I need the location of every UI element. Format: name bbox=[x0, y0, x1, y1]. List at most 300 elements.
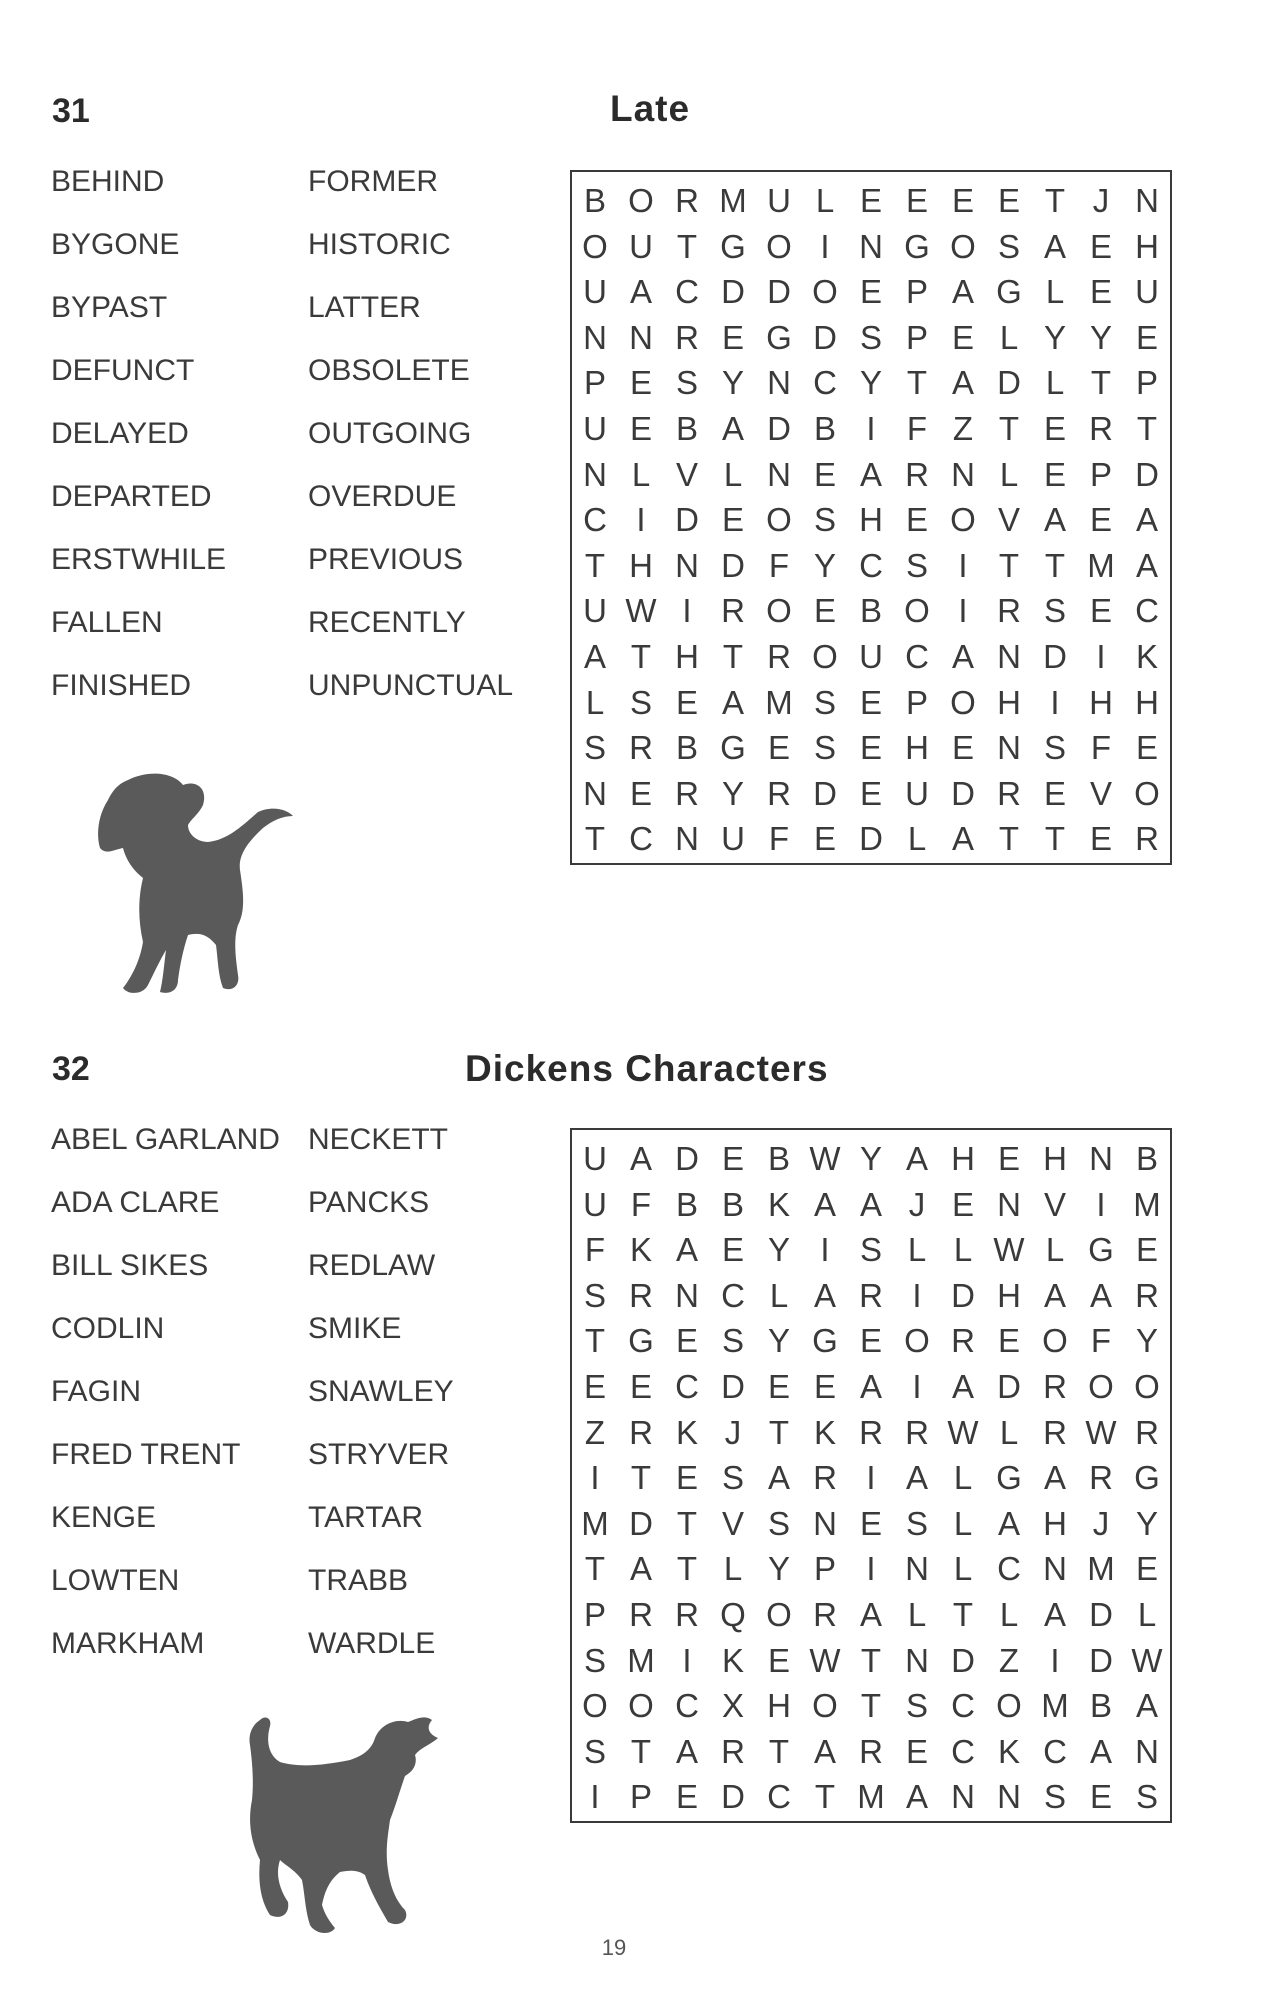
grid-letter: O bbox=[1134, 1367, 1160, 1405]
grid-letter: I bbox=[1096, 637, 1106, 675]
grid-letter: E bbox=[675, 683, 698, 721]
grid-letter: D bbox=[721, 1367, 745, 1405]
grid-letter: I bbox=[958, 546, 968, 584]
grid-letter: O bbox=[582, 1687, 608, 1725]
grid-letter: A bbox=[859, 1595, 882, 1633]
grid-letter: F bbox=[768, 820, 790, 858]
word-list-item: FINISHED bbox=[51, 669, 192, 702]
grid-letter: E bbox=[767, 1367, 790, 1405]
grid-row bbox=[572, 543, 1170, 589]
grid-letter: N bbox=[583, 774, 607, 812]
grid-letter: T bbox=[1044, 182, 1066, 219]
grid-letter: T bbox=[722, 637, 744, 675]
grid-letter: E bbox=[629, 1367, 652, 1405]
grid-letter: E bbox=[951, 729, 974, 767]
word-list-item: WARDLE bbox=[308, 1627, 436, 1660]
grid-letter: V bbox=[675, 455, 698, 493]
grid-letter: T bbox=[906, 364, 928, 402]
grid-letter: S bbox=[813, 683, 836, 721]
grid-letter: E bbox=[1089, 273, 1112, 311]
grid-letter: O bbox=[1042, 1322, 1068, 1360]
grid-letter: Y bbox=[721, 364, 744, 402]
grid-letter: D bbox=[1043, 637, 1067, 675]
grid-letter: L bbox=[585, 683, 605, 721]
grid-letter: U bbox=[583, 1140, 607, 1177]
grid-letter: N bbox=[675, 546, 699, 584]
grid-letter: O bbox=[628, 182, 654, 219]
grid-letter: A bbox=[905, 1459, 928, 1497]
grid-letter: S bbox=[1043, 1778, 1066, 1816]
grid-letter: U bbox=[583, 1185, 607, 1223]
grid-letter: S bbox=[905, 546, 928, 584]
grid-letter: E bbox=[813, 592, 836, 630]
grid-row bbox=[572, 406, 1170, 452]
grid-letter: T bbox=[860, 1687, 882, 1725]
grid-row bbox=[572, 1729, 1170, 1775]
grid-letter: L bbox=[631, 455, 651, 493]
grid-letter: R bbox=[997, 774, 1021, 812]
grid-letter: R bbox=[675, 774, 699, 812]
grid-letter: A bbox=[1043, 1276, 1066, 1314]
grid-row bbox=[572, 634, 1170, 680]
grid-letter: G bbox=[628, 1322, 654, 1360]
grid-letter: K bbox=[997, 1732, 1020, 1770]
grid-letter: R bbox=[629, 1276, 653, 1314]
grid-letter: E bbox=[1089, 501, 1112, 539]
grid-letter: C bbox=[905, 637, 929, 675]
word-list-item: ABEL GARLAND bbox=[51, 1123, 280, 1156]
grid-letter: S bbox=[1135, 1778, 1158, 1816]
grid-letter: N bbox=[1043, 1550, 1067, 1588]
grid-letter: T bbox=[630, 637, 652, 675]
grid-letter: I bbox=[958, 592, 968, 630]
grid-letter: P bbox=[813, 1550, 836, 1588]
grid-letter: T bbox=[630, 1459, 652, 1497]
grid-letter: U bbox=[583, 409, 607, 447]
grid-letter: T bbox=[952, 1595, 974, 1633]
grid-letter: O bbox=[950, 227, 976, 265]
grid-letter: E bbox=[767, 1641, 790, 1679]
grid-letter: R bbox=[721, 592, 745, 630]
grid-letter: M bbox=[581, 1504, 609, 1542]
grid-letter: T bbox=[814, 1778, 836, 1816]
grid-letter: I bbox=[682, 1641, 692, 1679]
grid-letter: J bbox=[1092, 1504, 1110, 1542]
grid-letter: W bbox=[625, 592, 657, 630]
grid-letter: Y bbox=[1135, 1322, 1158, 1360]
grid-letter: O bbox=[950, 501, 976, 539]
grid-letter: A bbox=[1043, 501, 1066, 539]
grid-letter: U bbox=[629, 227, 653, 265]
grid-row bbox=[572, 360, 1170, 406]
word-list-item: PANCKS bbox=[308, 1186, 430, 1219]
grid-letter: H bbox=[997, 683, 1021, 721]
grid-letter: P bbox=[905, 318, 928, 356]
grid-row bbox=[572, 1455, 1170, 1501]
grid-letter: O bbox=[812, 637, 838, 675]
grid-letter: E bbox=[997, 1322, 1020, 1360]
grid-letter: A bbox=[583, 637, 606, 675]
grid-letter: L bbox=[999, 318, 1019, 356]
grid-letter: S bbox=[997, 227, 1020, 265]
grid-letter: H bbox=[767, 1687, 791, 1725]
grid-letter: T bbox=[768, 1732, 790, 1770]
grid-letter: N bbox=[583, 318, 607, 356]
grid-letter: D bbox=[721, 1778, 745, 1816]
grid-letter: D bbox=[951, 1276, 975, 1314]
grid-letter: O bbox=[1088, 1367, 1114, 1405]
grid-letter: J bbox=[1092, 182, 1110, 219]
puppy-silhouette-icon bbox=[240, 1710, 450, 1940]
grid-letter: L bbox=[815, 182, 835, 219]
word-list-item: ERSTWHILE bbox=[51, 543, 227, 576]
grid-letter: A bbox=[675, 1732, 698, 1770]
grid-letter: R bbox=[629, 1413, 653, 1451]
grid-letter: A bbox=[951, 273, 974, 311]
grid-letter: H bbox=[629, 546, 653, 584]
grid-letter: L bbox=[953, 1504, 973, 1542]
grid-row bbox=[572, 224, 1170, 270]
grid-letter: A bbox=[629, 273, 652, 311]
grid-row bbox=[572, 1774, 1170, 1820]
grid-letter: N bbox=[1135, 1732, 1159, 1770]
grid-letter: S bbox=[583, 1732, 606, 1770]
grid-letter: I bbox=[820, 227, 830, 265]
grid-letter: Y bbox=[859, 1140, 882, 1177]
word-search-grid bbox=[570, 1128, 1172, 1823]
grid-letter: O bbox=[904, 1322, 930, 1360]
puppy-silhouette-icon bbox=[88, 770, 298, 1000]
grid-letter: R bbox=[1135, 820, 1159, 858]
grid-letter: R bbox=[813, 1595, 837, 1633]
word-list-item: RECENTLY bbox=[308, 606, 466, 639]
grid-letter: A bbox=[721, 683, 744, 721]
word-list-item: TRABB bbox=[308, 1564, 409, 1597]
grid-letter: B bbox=[675, 1185, 698, 1223]
grid-letter: A bbox=[767, 1459, 790, 1497]
grid-letter: M bbox=[1133, 1185, 1161, 1223]
grid-letter: D bbox=[1089, 1641, 1113, 1679]
grid-row bbox=[572, 315, 1170, 361]
grid-row bbox=[572, 452, 1170, 498]
grid-letter: V bbox=[997, 501, 1020, 539]
grid-letter: E bbox=[629, 774, 652, 812]
grid-letter: E bbox=[721, 318, 744, 356]
grid-letter: L bbox=[723, 1550, 743, 1588]
grid-letter: L bbox=[953, 1459, 973, 1497]
word-list-item: SNAWLEY bbox=[308, 1375, 454, 1408]
word-list-item: UNPUNCTUAL bbox=[308, 669, 514, 702]
grid-row bbox=[572, 1638, 1170, 1684]
grid-letter: L bbox=[953, 1550, 973, 1588]
grid-letter: E bbox=[1089, 820, 1112, 858]
grid-letter: O bbox=[766, 1595, 792, 1633]
grid-row bbox=[572, 1592, 1170, 1638]
word-list-item: BEHIND bbox=[51, 165, 165, 198]
grid-letter: O bbox=[628, 1687, 654, 1725]
grid-letter: N bbox=[905, 1550, 929, 1588]
grid-letter: Y bbox=[1135, 1504, 1158, 1542]
grid-letter: R bbox=[629, 1595, 653, 1633]
grid-letter: R bbox=[1043, 1367, 1067, 1405]
grid-letter: R bbox=[1135, 1276, 1159, 1314]
puzzle-title: Dickens Characters bbox=[465, 1048, 829, 1089]
grid-letter: G bbox=[1134, 1459, 1160, 1497]
grid-row bbox=[572, 771, 1170, 817]
grid-letter: T bbox=[998, 546, 1020, 584]
grid-letter: L bbox=[1045, 273, 1065, 311]
grid-letter: R bbox=[997, 592, 1021, 630]
grid-letter: E bbox=[859, 729, 882, 767]
grid-letter: D bbox=[675, 1140, 699, 1177]
grid-letter: E bbox=[1135, 318, 1158, 356]
grid-letter: S bbox=[583, 1641, 606, 1679]
grid-letter: G bbox=[812, 1322, 838, 1360]
grid-letter: T bbox=[768, 1413, 790, 1451]
grid-letter: S bbox=[905, 1687, 928, 1725]
grid-letter: I bbox=[590, 1459, 600, 1497]
grid-letter: O bbox=[904, 592, 930, 630]
grid-letter: D bbox=[951, 774, 975, 812]
grid-letter: O bbox=[812, 1687, 838, 1725]
grid-letter: E bbox=[721, 1231, 744, 1269]
grid-letter: S bbox=[721, 1459, 744, 1497]
grid-letter: N bbox=[859, 227, 883, 265]
grid-row bbox=[572, 816, 1170, 862]
grid-row bbox=[572, 1318, 1170, 1364]
grid-row bbox=[572, 1136, 1170, 1182]
word-list-item: SMIKE bbox=[308, 1312, 402, 1345]
grid-letter: N bbox=[997, 1778, 1021, 1816]
grid-letter: C bbox=[767, 1778, 791, 1816]
word-list-item: OVERDUE bbox=[308, 480, 457, 513]
grid-letter: K bbox=[675, 1413, 698, 1451]
grid-letter: R bbox=[859, 1413, 883, 1451]
grid-letter: M bbox=[1087, 546, 1115, 584]
grid-letter: S bbox=[813, 501, 836, 539]
grid-letter: A bbox=[951, 1367, 974, 1405]
grid-letter: P bbox=[1135, 364, 1158, 402]
grid-letter: A bbox=[675, 1231, 698, 1269]
word-list-item: TARTAR bbox=[308, 1501, 424, 1534]
grid-letter: H bbox=[1135, 683, 1159, 721]
grid-letter: H bbox=[675, 637, 699, 675]
grid-row bbox=[572, 1364, 1170, 1410]
grid-letter: B bbox=[721, 1185, 744, 1223]
grid-letter: R bbox=[675, 182, 699, 219]
grid-letter: V bbox=[1089, 774, 1112, 812]
grid-letter: E bbox=[767, 729, 790, 767]
grid-letter: V bbox=[721, 1504, 744, 1542]
grid-letter: L bbox=[999, 1595, 1019, 1633]
grid-letter: O bbox=[1134, 774, 1160, 812]
grid-row bbox=[572, 178, 1170, 224]
grid-row bbox=[572, 1227, 1170, 1273]
grid-letter: W bbox=[809, 1140, 841, 1177]
grid-letter: I bbox=[912, 1367, 922, 1405]
grid-letter: A bbox=[997, 1504, 1020, 1542]
grid-letter: E bbox=[1043, 409, 1066, 447]
grid-letter: E bbox=[813, 1367, 836, 1405]
grid-letter: A bbox=[1043, 1459, 1066, 1497]
grid-letter: N bbox=[997, 637, 1021, 675]
grid-letter: A bbox=[629, 1140, 652, 1177]
grid-letter: I bbox=[1096, 1185, 1106, 1223]
grid-letter: I bbox=[866, 1459, 876, 1497]
grid-letter: K bbox=[721, 1641, 744, 1679]
grid-letter: N bbox=[951, 455, 975, 493]
grid-letter: S bbox=[1043, 729, 1066, 767]
grid-letter: D bbox=[675, 501, 699, 539]
grid-letter: N bbox=[675, 1276, 699, 1314]
grid-letter: C bbox=[721, 1276, 745, 1314]
word-list-item: CODLIN bbox=[51, 1312, 165, 1345]
grid-letter: R bbox=[767, 637, 791, 675]
grid-letter: W bbox=[947, 1413, 979, 1451]
grid-letter: A bbox=[905, 1140, 928, 1177]
grid-letter: O bbox=[766, 227, 792, 265]
grid-letter: C bbox=[583, 501, 607, 539]
grid-letter: I bbox=[590, 1778, 600, 1816]
grid-letter: E bbox=[721, 501, 744, 539]
grid-letter: I bbox=[866, 1550, 876, 1588]
grid-letter: B bbox=[813, 409, 836, 447]
grid-letter: N bbox=[1135, 182, 1159, 219]
grid-letter: H bbox=[951, 1140, 975, 1177]
grid-letter: B bbox=[1135, 1140, 1158, 1177]
grid-letter: U bbox=[583, 592, 607, 630]
word-list-item: LOWTEN bbox=[51, 1564, 180, 1597]
grid-letter: B bbox=[675, 409, 698, 447]
grid-row bbox=[572, 1182, 1170, 1228]
grid-letter: A bbox=[1089, 1276, 1112, 1314]
grid-letter: A bbox=[1135, 546, 1158, 584]
grid-letter: L bbox=[953, 1231, 973, 1269]
grid-letter: S bbox=[721, 1322, 744, 1360]
grid-letter: H bbox=[905, 729, 929, 767]
grid-letter: K bbox=[1135, 637, 1158, 675]
puzzle-number: 31 bbox=[52, 92, 90, 130]
grid-letter: K bbox=[767, 1185, 790, 1223]
grid-letter: E bbox=[1089, 227, 1112, 265]
grid-letter: J bbox=[908, 1185, 926, 1223]
grid-letter: E bbox=[951, 318, 974, 356]
grid-letter: C bbox=[859, 546, 883, 584]
grid-letter: T bbox=[584, 1550, 606, 1588]
grid-letter: F bbox=[630, 1185, 652, 1223]
grid-letter: L bbox=[1045, 364, 1065, 402]
grid-letter: D bbox=[997, 1367, 1021, 1405]
word-list-item: FALLEN bbox=[51, 606, 163, 639]
grid-letter: S bbox=[905, 1504, 928, 1542]
grid-letter: M bbox=[765, 683, 793, 721]
grid-letter: E bbox=[1089, 592, 1112, 630]
grid-letter: E bbox=[675, 1322, 698, 1360]
grid-row bbox=[572, 1273, 1170, 1319]
grid-letter: A bbox=[813, 1185, 836, 1223]
grid-letter: U bbox=[905, 774, 929, 812]
grid-letter: W bbox=[1085, 1413, 1117, 1451]
word-list-item: REDLAW bbox=[308, 1249, 436, 1282]
word-list-item: OBSOLETE bbox=[308, 354, 470, 387]
grid-letter: P bbox=[905, 273, 928, 311]
grid-letter: R bbox=[1135, 1413, 1159, 1451]
grid-letter: Y bbox=[1043, 318, 1066, 356]
word-list-item: BYPAST bbox=[51, 291, 168, 324]
grid-letter: W bbox=[809, 1641, 841, 1679]
grid-letter: E bbox=[629, 364, 652, 402]
grid-letter: F bbox=[1090, 1322, 1112, 1360]
grid-letter: L bbox=[1137, 1595, 1157, 1633]
grid-letter: B bbox=[1089, 1687, 1112, 1725]
grid-letter: S bbox=[813, 729, 836, 767]
grid-letter: O bbox=[996, 1687, 1022, 1725]
grid-letter: T bbox=[584, 820, 606, 858]
grid-letter: T bbox=[630, 1732, 652, 1770]
word-list-item: HISTORIC bbox=[308, 228, 451, 261]
grid-letter: D bbox=[813, 774, 837, 812]
grid-letter: N bbox=[951, 1778, 975, 1816]
grid-letter: M bbox=[857, 1778, 885, 1816]
grid-row bbox=[572, 588, 1170, 634]
grid-row bbox=[572, 725, 1170, 771]
grid-letter: X bbox=[721, 1687, 744, 1725]
word-search-grid bbox=[570, 170, 1172, 865]
grid-letter: P bbox=[583, 1595, 606, 1633]
grid-letter: E bbox=[1043, 774, 1066, 812]
grid-letter: O bbox=[950, 683, 976, 721]
grid-letter: B bbox=[859, 592, 882, 630]
grid-letter: H bbox=[1043, 1140, 1067, 1177]
grid-letter: T bbox=[1044, 820, 1066, 858]
grid-letter: U bbox=[859, 637, 883, 675]
grid-letter: E bbox=[813, 820, 836, 858]
grid-letter: N bbox=[997, 729, 1021, 767]
grid-letter: N bbox=[629, 318, 653, 356]
grid-letter: H bbox=[1089, 683, 1113, 721]
grid-letter: M bbox=[719, 182, 747, 219]
grid-letter: E bbox=[859, 273, 882, 311]
grid-letter: O bbox=[582, 227, 608, 265]
grid-letter: G bbox=[1088, 1231, 1114, 1269]
grid-letter: S bbox=[583, 1276, 606, 1314]
grid-letter: Y bbox=[767, 1550, 790, 1588]
grid-letter: C bbox=[951, 1732, 975, 1770]
grid-letter: Z bbox=[952, 409, 974, 447]
grid-letter: L bbox=[907, 820, 927, 858]
grid-letter: C bbox=[629, 820, 653, 858]
grid-letter: U bbox=[721, 820, 745, 858]
grid-letter: J bbox=[724, 1413, 742, 1451]
grid-letter: E bbox=[951, 182, 974, 219]
grid-letter: Y bbox=[859, 364, 882, 402]
grid-letter: I bbox=[682, 592, 692, 630]
grid-letter: F bbox=[906, 409, 928, 447]
grid-letter: O bbox=[766, 501, 792, 539]
grid-letter: S bbox=[859, 1231, 882, 1269]
grid-letter: B bbox=[767, 1140, 790, 1177]
grid-letter: D bbox=[721, 273, 745, 311]
grid-letter: E bbox=[859, 182, 882, 219]
grid-letter: A bbox=[813, 1732, 836, 1770]
word-list-item: FRED TRENT bbox=[51, 1438, 241, 1471]
grid-letter: P bbox=[629, 1778, 652, 1816]
grid-letter: C bbox=[813, 364, 837, 402]
grid-letter: S bbox=[767, 1504, 790, 1542]
grid-letter: K bbox=[629, 1231, 652, 1269]
grid-letter: T bbox=[584, 1322, 606, 1360]
grid-letter: A bbox=[859, 1367, 882, 1405]
